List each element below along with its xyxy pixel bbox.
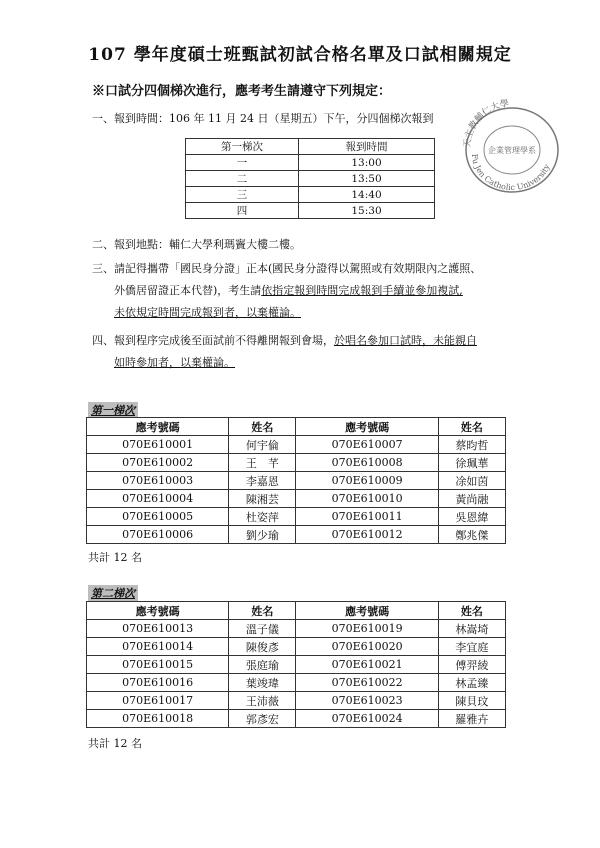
candidate-name: 林嵩埼 xyxy=(438,620,505,638)
header-cell: 應考號碼 xyxy=(87,602,229,620)
rule-3-id-document xyxy=(92,258,522,324)
slot-cell: 三 xyxy=(186,187,299,203)
rule-3-line-1: 三、請記得攜帶「國民身分證」正本(國民身分證得以駕照或有效期限內之護照、 xyxy=(92,262,482,275)
exam-number: 070E610001 xyxy=(87,436,229,454)
group-1-label: 第一梯次 xyxy=(88,402,138,418)
time-cell: 14:40 xyxy=(299,187,435,203)
table-row xyxy=(87,472,506,490)
exam-number: 070E610011 xyxy=(296,508,438,526)
rule-4-line-2: 如時參加者，以棄權論。 xyxy=(114,356,235,369)
table-header-row xyxy=(87,602,506,620)
exam-number: 070E610019 xyxy=(296,620,438,638)
time-cell: 13:50 xyxy=(299,171,435,187)
seal-text-center: 企業管理學系 xyxy=(488,146,536,155)
table-row xyxy=(87,508,506,526)
candidate-name: 李嘉恩 xyxy=(229,472,296,490)
exam-number: 070E610005 xyxy=(87,508,229,526)
candidate-name: 葉竣瑋 xyxy=(229,674,296,692)
candidate-name: 林孟臻 xyxy=(438,674,505,692)
group-1-table xyxy=(86,417,506,544)
slot-cell: 一 xyxy=(186,155,299,171)
header-cell: 姓名 xyxy=(229,602,296,620)
table-row xyxy=(87,436,506,454)
candidate-name: 羅雅卉 xyxy=(438,710,505,728)
candidate-name: 鄭兆傑 xyxy=(438,526,505,544)
group-2-total: 共計 12 名 xyxy=(88,737,142,750)
candidate-name: 杜姿萍 xyxy=(229,508,296,526)
exam-number: 070E610012 xyxy=(296,526,438,544)
exam-number: 070E610009 xyxy=(296,472,438,490)
rule-4-waiting xyxy=(92,330,522,374)
candidate-name: 凃如茵 xyxy=(438,472,505,490)
table-row xyxy=(186,203,435,219)
exam-number: 070E610004 xyxy=(87,490,229,508)
group-2-label: 第二梯次 xyxy=(88,585,138,601)
table-row xyxy=(87,526,506,544)
candidate-name: 陳俊彥 xyxy=(229,638,296,656)
exam-number: 070E610010 xyxy=(296,490,438,508)
candidate-name: 徐珮華 xyxy=(438,454,505,472)
table-header-row xyxy=(186,139,435,155)
header-cell: 應考號碼 xyxy=(296,418,438,436)
exam-number: 070E610017 xyxy=(87,692,229,710)
header-cell: 應考號碼 xyxy=(87,418,229,436)
header-cell: 第一梯次 xyxy=(186,139,299,155)
table-row xyxy=(87,454,506,472)
rule-3-line-3: 未依規定時間完成報到者，以棄權論。 xyxy=(114,306,301,319)
exam-number: 070E610016 xyxy=(87,674,229,692)
table-row xyxy=(186,155,435,171)
candidate-name: 傅羿綾 xyxy=(438,656,505,674)
table-row xyxy=(87,620,506,638)
slot-cell: 二 xyxy=(186,171,299,187)
rule-1-report-time: 一、報到時間：106 年 11 月 24 日（星期五）下午，分四個梯次報到 xyxy=(92,112,434,125)
exam-number: 070E610008 xyxy=(296,454,438,472)
exam-number: 070E610002 xyxy=(87,454,229,472)
exam-number: 070E610006 xyxy=(87,526,229,544)
schedule-table xyxy=(185,138,435,219)
header-cell: 應考號碼 xyxy=(296,602,438,620)
table-row xyxy=(87,710,506,728)
seal-text-top: 天主教輔仁大學 xyxy=(462,98,510,149)
rule-3-line-2 xyxy=(92,280,522,302)
table-row xyxy=(87,692,506,710)
candidate-name: 王 芊 xyxy=(229,454,296,472)
rule-4-underlined: 於唱名參加口試時，未能親自 xyxy=(334,334,477,347)
table-row xyxy=(87,638,506,656)
exam-number: 070E610021 xyxy=(296,656,438,674)
department-seal xyxy=(450,96,570,196)
rule-4-text: 四、報到程序完成後至面試前不得離開報到會場， xyxy=(92,334,334,347)
slot-cell: 四 xyxy=(186,203,299,219)
seal-text-bottom: Fu Jen Catholic University xyxy=(469,153,552,193)
exam-number: 070E610007 xyxy=(296,436,438,454)
table-header-row xyxy=(87,418,506,436)
candidate-name: 黃尚融 xyxy=(438,490,505,508)
group-1-total: 共計 12 名 xyxy=(88,551,142,564)
rule-2-location: 二、報到地點：輔仁大學利瑪竇大樓二樓。 xyxy=(92,238,301,251)
exam-number: 070E610020 xyxy=(296,638,438,656)
candidate-name: 吳恩緯 xyxy=(438,508,505,526)
page-title: 107 學年度碩士班甄試初試合格名單及口試相關規定 xyxy=(88,45,512,65)
header-cell: 姓名 xyxy=(229,418,296,436)
rule-4-line-1 xyxy=(92,330,522,352)
candidate-name: 王沛薇 xyxy=(229,692,296,710)
candidate-name: 劉少瑜 xyxy=(229,526,296,544)
exam-number: 070E610023 xyxy=(296,692,438,710)
table-row xyxy=(87,656,506,674)
exam-number: 070E610022 xyxy=(296,674,438,692)
candidate-name: 溫子儀 xyxy=(229,620,296,638)
group-2-table xyxy=(86,601,506,728)
notice-heading: ※口試分四個梯次進行，應考考生請遵守下列規定： xyxy=(92,84,392,99)
candidate-name: 陳貝玟 xyxy=(438,692,505,710)
exam-number: 070E610024 xyxy=(296,710,438,728)
header-cell: 姓名 xyxy=(438,602,505,620)
rule-3-text: 外僑居留證正本代替)，考生請 xyxy=(114,284,262,297)
candidate-name: 陳湘芸 xyxy=(229,490,296,508)
header-cell: 報到時間 xyxy=(299,139,435,155)
rule-3-underlined: 依指定報到時間完成報到手續並參加複試, xyxy=(261,284,463,297)
exam-number: 070E610015 xyxy=(87,656,229,674)
time-cell: 13:00 xyxy=(299,155,435,171)
table-row xyxy=(186,187,435,203)
candidate-name: 李宜庭 xyxy=(438,638,505,656)
exam-number: 070E610013 xyxy=(87,620,229,638)
table-row xyxy=(87,674,506,692)
exam-number: 070E610018 xyxy=(87,710,229,728)
table-row xyxy=(87,490,506,508)
candidate-name: 蔡昀哲 xyxy=(438,436,505,454)
exam-number: 070E610014 xyxy=(87,638,229,656)
candidate-name: 郭彥宏 xyxy=(229,710,296,728)
svg-text:Fu Jen Catholic University xyxy=(470,153,552,192)
exam-number: 070E610003 xyxy=(87,472,229,490)
table-row xyxy=(186,171,435,187)
candidate-name: 何宇倫 xyxy=(229,436,296,454)
candidate-name: 張庭瑜 xyxy=(229,656,296,674)
header-cell: 姓名 xyxy=(438,418,505,436)
time-cell: 15:30 xyxy=(299,203,435,219)
